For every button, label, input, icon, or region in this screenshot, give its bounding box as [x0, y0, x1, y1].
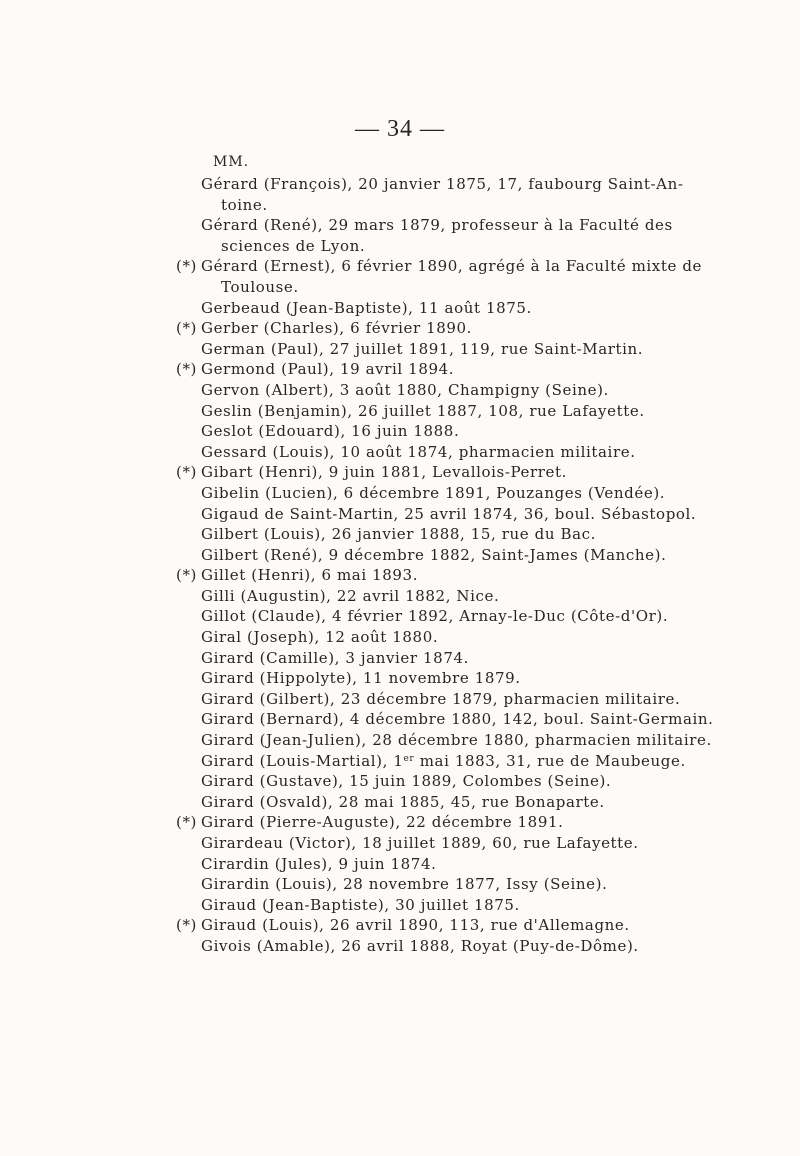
entry-text: Gibart (Henri), 9 juin 1881, Levallois-Perret. — [201, 463, 568, 482]
list-item — [176, 627, 716, 648]
list-item — [176, 689, 716, 710]
entry-text: Girard (Louis-Martial), 1er mai 1883, 31, rue de Maubeuge. — [201, 751, 686, 770]
list-item — [176, 174, 716, 215]
list-item — [176, 792, 716, 813]
entry-text: Giraud (Jean-Baptiste), 30 juillet 1875. — [201, 895, 520, 914]
entry-text: Girard (Hippolyte), 11 novembre 1879. — [201, 669, 521, 688]
entry-text: Givois (Amable), 26 avril 1888, Royat (Puy-de-Dôme). — [201, 936, 639, 955]
list-item — [176, 668, 716, 689]
list-item — [176, 915, 716, 936]
list-item — [176, 565, 716, 586]
list-item — [176, 421, 716, 442]
page-number: — 34 — — [355, 116, 445, 142]
salutation: MM. — [213, 154, 250, 170]
entry-continuation: Toulouse. — [221, 277, 299, 296]
list-item — [176, 359, 716, 380]
entry-marker: (*) — [176, 360, 198, 379]
list-item — [176, 936, 716, 957]
list-item — [176, 895, 716, 916]
list-item — [176, 504, 716, 525]
list-item — [176, 339, 716, 360]
entry-text: Girard (Osvald), 28 mai 1885, 45, rue Bonaparte. — [201, 792, 605, 811]
entry-marker: (*) — [176, 319, 198, 338]
entry-text: Gilli (Augustin), 22 avril 1882, Nice. — [201, 586, 500, 605]
entry-text: Girard (Gilbert), 23 décembre 1879, pharmacien militaire. — [201, 689, 681, 708]
list-item — [176, 401, 716, 422]
list-item — [176, 586, 716, 607]
entry-text: Girard (Jean-Julien), 28 décembre 1880, pharmacien militaire. — [201, 731, 712, 750]
entry-text: Gervon (Albert), 3 août 1880, Champigny (Seine). — [201, 380, 609, 399]
entry-text: Girardin (Louis), 28 novembre 1877, Issy (Seine). — [201, 875, 608, 894]
entry-text: Girard (Bernard), 4 décembre 1880, 142, boul. Saint-Germain. — [201, 710, 714, 729]
entry-text: Gillet (Henri), 6 mai 1893. — [201, 566, 419, 585]
list-item — [176, 648, 716, 669]
entry-text: Girardeau (Victor), 18 juillet 1889, 60, rue Lafayette. — [201, 834, 639, 852]
entry-text: Girard (Camille), 3 janvier 1874. — [201, 648, 469, 667]
list-item — [176, 606, 716, 627]
entry-marker: (*) — [176, 257, 198, 276]
list-item — [176, 854, 716, 875]
entry-text: Gerbeaud (Jean-Baptiste), 11 août 1875. — [201, 298, 532, 317]
entry-continuation: toine. — [221, 195, 268, 214]
list-item — [176, 256, 716, 297]
entry-text: Gessard (Louis), 10 août 1874, pharmacien militaire. — [201, 442, 636, 461]
entry-text: Gérard (François), 20 janvier 1875, 17, faubourg Saint-An- — [201, 175, 684, 193]
entry-text: Geslin (Benjamin), 26 juillet 1887, 108, rue Lafayette. — [201, 401, 645, 420]
entry-text: Gillot (Claude), 4 février 1892, Arnay-le-Duc (Côte-d'Or). — [201, 607, 669, 626]
entry-text: Gilbert (Louis), 26 janvier 1888, 15, rue du Bac. — [201, 525, 596, 544]
entry-list — [176, 174, 716, 957]
entry-text: Germond (Paul), 19 avril 1894. — [201, 360, 455, 379]
list-item — [176, 751, 716, 772]
list-item — [176, 524, 716, 545]
entry-text: Giral (Joseph), 12 août 1880. — [201, 628, 439, 647]
entry-text: Giraud (Louis), 26 avril 1890, 113, rue d'Allemagne. — [201, 916, 630, 935]
entry-marker: (*) — [176, 463, 198, 482]
list-item — [176, 545, 716, 566]
list-item — [176, 730, 716, 751]
list-item — [176, 709, 716, 730]
list-item — [176, 833, 716, 854]
entry-text: Gerber (Charles), 6 février 1890. — [201, 319, 473, 338]
entry-text: Girard (Gustave), 15 juin 1889, Colombes (Seine). — [201, 772, 612, 791]
entry-text: Gibelin (Lucien), 6 décembre 1891, Pouzanges (Vendée). — [201, 483, 666, 502]
entry-text: Girard (Pierre-Auguste), 22 décembre 1891. — [201, 813, 564, 832]
list-item — [176, 298, 716, 319]
entry-marker: (*) — [176, 916, 198, 935]
entry-text: Gérard (Ernest), 6 février 1890, agrégé à la Faculté mixte de — [201, 257, 702, 276]
entry-marker: (*) — [176, 813, 198, 832]
list-item — [176, 215, 716, 256]
entry-text: German (Paul), 27 juillet 1891, 119, rue Saint-Martin. — [201, 339, 644, 358]
list-item — [176, 771, 716, 792]
list-item — [176, 442, 716, 463]
list-item — [176, 462, 716, 483]
entry-text: Gigaud de Saint-Martin, 25 avril 1874, 36, boul. Sébastopol. — [201, 504, 697, 523]
entry-text: Cirardin (Jules), 9 juin 1874. — [201, 854, 437, 873]
list-item — [176, 874, 716, 895]
entry-continuation: sciences de Lyon. — [221, 236, 366, 255]
list-item — [176, 318, 716, 339]
entry-text: Gérard (René), 29 mars 1879, professeur à la Faculté des — [201, 216, 673, 235]
list-item — [176, 380, 716, 401]
entry-text: Gilbert (René), 9 décembre 1882, Saint-James (Manche). — [201, 545, 667, 564]
entry-text: Geslot (Edouard), 16 juin 1888. — [201, 422, 460, 441]
list-item — [176, 812, 716, 833]
entry-marker: (*) — [176, 566, 198, 585]
list-item — [176, 483, 716, 504]
